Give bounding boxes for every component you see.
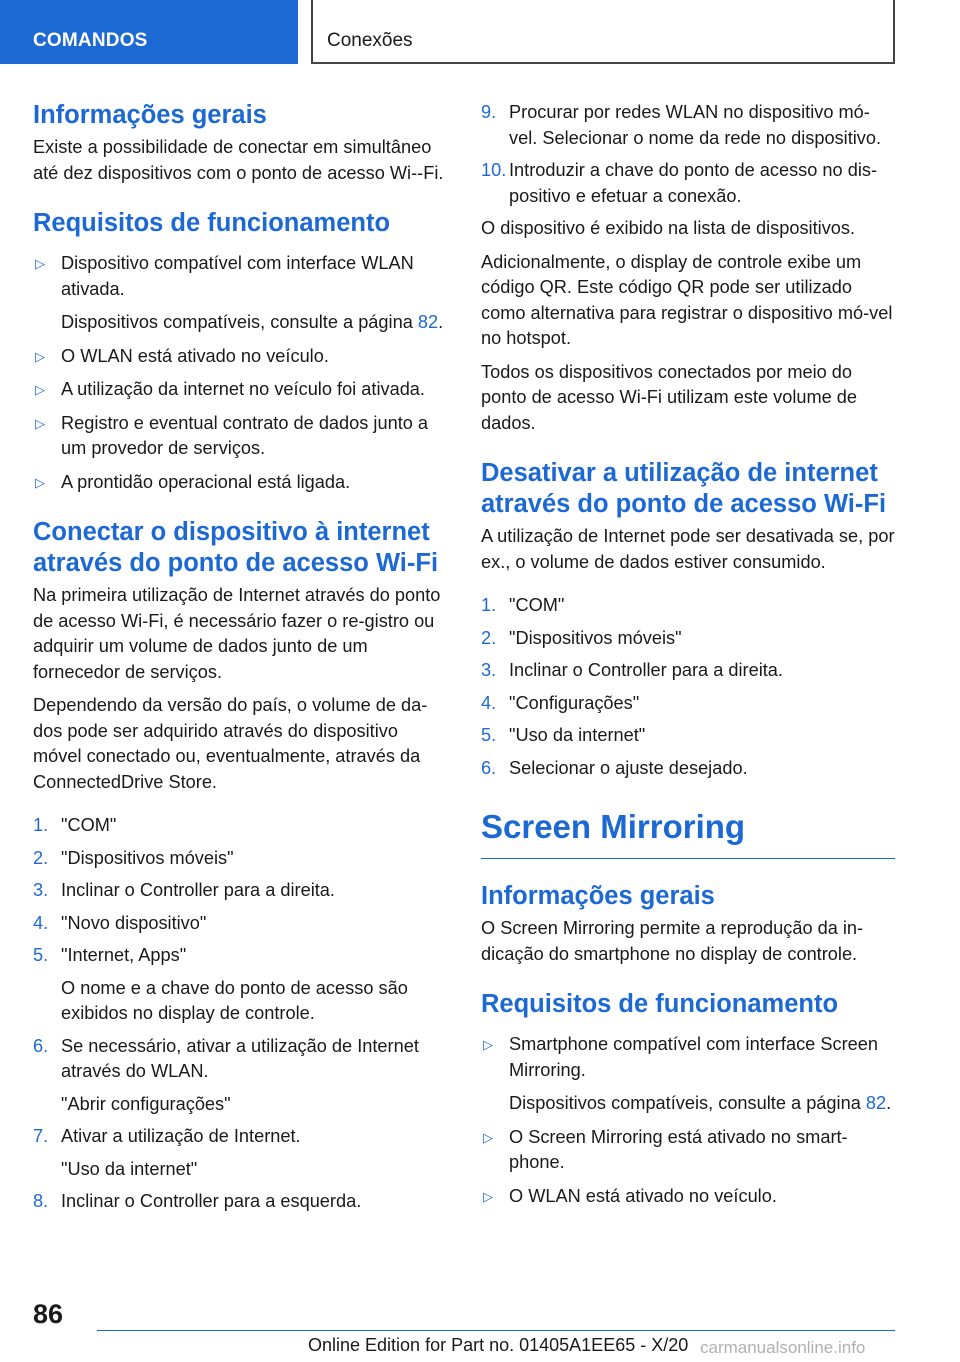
page-number: 86 bbox=[33, 1299, 64, 1329]
step-text: Procurar por redes WLAN no dispositivo mó‐vel. Selecionar o nome da rede no dispositivo. bbox=[509, 102, 882, 148]
chapter-title: Screen Mirroring bbox=[481, 806, 895, 859]
step-item bbox=[481, 658, 895, 684]
step-item bbox=[33, 943, 448, 1027]
step-text: "Novo dispositivo" bbox=[61, 912, 207, 933]
step-text: "COM" bbox=[509, 595, 565, 615]
step-number: 2. bbox=[33, 847, 49, 868]
list-item: ▷ O WLAN está ativado no veículo. bbox=[481, 1184, 895, 1210]
bullet-triangle-icon: ▷ bbox=[35, 474, 45, 490]
step-text: Inclinar o Controller para a esquerda. bbox=[61, 1191, 362, 1211]
step-text: Inclinar o Controller para a direita. bbox=[509, 660, 783, 680]
bullet-triangle-icon: ▷ bbox=[483, 1188, 493, 1204]
step-text: "Internet, Apps" bbox=[61, 945, 187, 965]
step-text: Se necessário, ativar a utilização de Internet através do WLAN. bbox=[61, 1035, 419, 1081]
section-title-deactivate: Desativar a utilização de internet através do ponto de acesso Wi‑Fi bbox=[481, 459, 887, 518]
step-subtext: "Abrir configurações" bbox=[61, 1093, 231, 1114]
footer-edition: Online Edition for Part no. 01405A1EE65 - X/20 bbox=[308, 1335, 689, 1355]
section-title-general-info: Informações gerais bbox=[481, 882, 715, 910]
step-item bbox=[33, 1124, 448, 1182]
list-item: ▷ A utilização da internet no veículo foi ativada. bbox=[33, 377, 448, 403]
step-number: 5. bbox=[481, 725, 497, 745]
step-item bbox=[33, 813, 448, 839]
numbered-steps bbox=[481, 100, 895, 209]
step-number: 2. bbox=[481, 627, 497, 648]
step-number: 3. bbox=[481, 660, 497, 680]
step-number: 1. bbox=[33, 815, 49, 835]
step-item bbox=[481, 100, 895, 151]
section-title-general-info: Informações gerais bbox=[33, 101, 267, 129]
step-number: 3. bbox=[33, 880, 49, 900]
chapter-tab bbox=[0, 0, 298, 64]
section-header bbox=[311, 0, 895, 64]
paragraph: Na primeira utilização de Internet através do ponto de acesso Wi‑Fi, é necessário fazer o re‐gistro ou adquirir um volume de dados junto de um fornecedor de serviços. bbox=[33, 585, 441, 682]
step-text: Selecionar o ajuste desejado. bbox=[509, 757, 748, 778]
step-text: "Uso da internet" bbox=[509, 725, 646, 745]
paragraph: O Screen Mirroring permite a reprodução da in‐dicação do smartphone no display de controle. bbox=[481, 918, 864, 964]
step-item bbox=[33, 878, 448, 904]
step-item bbox=[481, 723, 895, 749]
step-item bbox=[481, 756, 895, 782]
watermark: carmanualsonline.info bbox=[700, 1338, 866, 1357]
step-number: 7. bbox=[33, 1126, 49, 1146]
list-item: ▷ A prontidão operacional está ligada. bbox=[33, 470, 448, 496]
paragraph: Todos os dispositivos conectados por meio do ponto de acesso Wi‑Fi utilizam este volume de dados. bbox=[481, 361, 858, 433]
step-number: 9. bbox=[481, 102, 497, 122]
general-info-text: Existe a possibilidade de conectar em simultâneo até dez dispositivos com o ponto de acesso Wi‐‐Fi. bbox=[33, 137, 444, 183]
section-title-requirements: Requisitos de funcionamento bbox=[33, 209, 391, 237]
section-header-label: Conexões bbox=[327, 30, 413, 51]
step-text: "Dispositivos móveis" bbox=[61, 847, 234, 868]
footer-divider bbox=[97, 1330, 895, 1331]
step-item bbox=[481, 158, 895, 209]
list-item: ▷ Dispositivo compatível com interface WLAN ativada. Dispositivos compatíveis, consulte a página 82. bbox=[35, 253, 444, 332]
step-item bbox=[33, 911, 448, 937]
list-item: ▷ O WLAN está ativado no veículo. bbox=[33, 344, 448, 370]
step-text: Inclinar o Controller para a direita. bbox=[61, 880, 335, 900]
bullet-triangle-icon: ▷ bbox=[35, 382, 45, 397]
step-subtext: "Uso da internet" bbox=[61, 1158, 198, 1179]
right-column bbox=[481, 100, 895, 1217]
step-number: 1. bbox=[481, 595, 497, 615]
step-number: 10. bbox=[481, 160, 507, 180]
paragraph: Dependendo da versão do país, o volume de da‐dos pode ser adquirido através do dispositivo móvel conectado ou, eventualmente, através da ConnectedDrive Store. bbox=[33, 695, 428, 792]
bullet-triangle-icon: ▷ bbox=[35, 348, 45, 364]
bullet-triangle-icon: ▷ bbox=[483, 1129, 493, 1145]
paragraph: O dispositivo é exibido na lista de dispositivos. bbox=[481, 218, 856, 238]
bullet-triangle-icon: ▷ bbox=[35, 415, 45, 431]
step-item bbox=[33, 846, 448, 872]
step-text: "COM" bbox=[61, 815, 117, 835]
list-item: ▷ Registro e eventual contrato de dados junto a um provedor de serviços. bbox=[35, 412, 429, 458]
step-number: 8. bbox=[33, 1191, 49, 1211]
section-title-connect: Conectar o dispositivo à internet através do ponto de acesso Wi‑Fi bbox=[33, 518, 439, 577]
step-subtext: O nome e a chave do ponto de acesso são exibidos no display de controle. bbox=[61, 977, 408, 1023]
step-number: 4. bbox=[33, 912, 49, 933]
step-item bbox=[481, 593, 895, 619]
paragraph: Adicionalmente, o display de controle exibe um código QR. Este código QR pode ser utilizado como alternativa para registrar o dispositivo mó‐vel no hotspot. bbox=[481, 251, 893, 348]
step-text: Introduzir a chave do ponto de acesso no dis‐positivo e efetuar a conexão. bbox=[509, 160, 878, 206]
step-item bbox=[33, 1034, 448, 1118]
step-number: 6. bbox=[33, 1035, 49, 1056]
numbered-steps bbox=[33, 813, 448, 1215]
step-number: 4. bbox=[481, 692, 497, 713]
page-link[interactable]: 82 bbox=[865, 1093, 887, 1113]
bullet-triangle-icon: ▷ bbox=[483, 1037, 493, 1052]
step-text: "Dispositivos móveis" bbox=[509, 627, 682, 648]
step-item bbox=[481, 691, 895, 717]
section-title-requirements: Requisitos de funcionamento bbox=[481, 990, 839, 1018]
step-text: "Configurações" bbox=[509, 692, 640, 713]
bullet-triangle-icon: ▷ bbox=[35, 256, 45, 271]
step-item bbox=[33, 1189, 448, 1215]
chapter-tab-label: COMANDOS bbox=[33, 30, 148, 51]
list-item: ▷ Smartphone compatível com interface Screen Mirroring. Dispositivos compatíveis, consulte a página 82. bbox=[483, 1034, 892, 1113]
step-number: 6. bbox=[481, 757, 497, 778]
step-number: 5. bbox=[33, 945, 49, 965]
paragraph: A utilização de Internet pode ser desativada se, por ex., o volume de dados estiver consumido. bbox=[481, 526, 895, 572]
step-text: Ativar a utilização de Internet. bbox=[61, 1126, 301, 1146]
list-item: ▷ O Screen Mirroring está ativado no smart‐phone. bbox=[483, 1126, 848, 1172]
left-column bbox=[33, 100, 448, 1222]
numbered-steps bbox=[481, 593, 895, 781]
step-item bbox=[481, 626, 895, 652]
page-link[interactable]: 82 bbox=[417, 312, 439, 332]
